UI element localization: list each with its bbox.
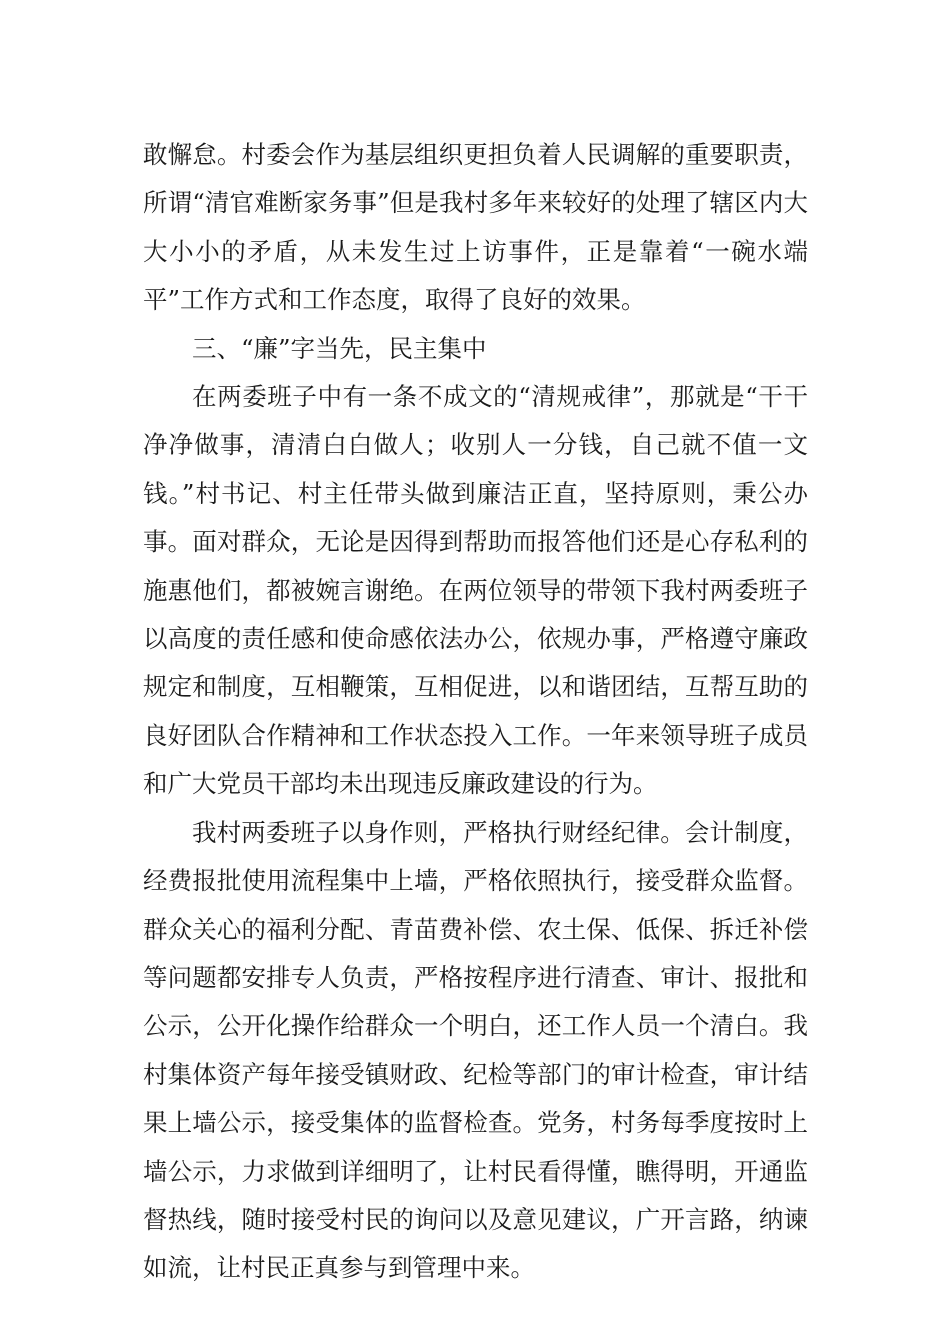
section-heading: 三、“廉”字当先，民主集中 xyxy=(192,333,487,363)
paragraph-integrity: 在两委班子中有一条不成文的“清规戒律”，那就是“干干净净做事，清清白白做人；收别人一分钱，自己就不值一文钱。”村书记、村主任带头做到廉洁正直，坚持原则，秉公办事。面对群众，无论是因得到帮助而报答他们还是心存私利的施惠他们，都被婉言谢绝。在两位领导的带领下我村两委班子以高度的责任感和使命感依法办公，依规办事，严格遵守廉政规定和制度，互相鞭策，互相促进，以和谐团结，互帮互助的良好团队合作精神和工作状态投入工作。一年来领导班子成员和广大党员干部均未出现违反廉政建设的行为。 xyxy=(143,382,808,799)
paragraph-continuation: 敢懈怠。村委会作为基层组织更担负着人民调解的重要职责，所谓“清官难断家务事”但是我村多年来较好的处理了辖区内大大小小的矛盾，从未发生过上访事件，正是靠着“一碗水端平”工作方式和工作态度，取得了良好的效果。 xyxy=(143,140,808,315)
paragraph-finance: 我村两委班子以身作则，严格执行财经纪律。会计制度，经费报批使用流程集中上墙，严格依照执行，接受群众监督。群众关心的福利分配、青苗费补偿、农土保、低保、拆迁补偿等问题都安排专人负责，严格按程序进行清查、审计、报批和公示，公开化操作给群众一个明白，还工作人员一个清白。我村集体资产每年接受镇财政、纪检等部门的审计检查，审计结果上墙公示，接受集体的监督检查。党务，村务每季度按时上墙公示，力求做到详细明了，让村民看得懂，瞧得明，开通监督热线，随时接受村民的询问以及意见建议，广开言路，纳谏如流，让村民正真参与到管理中来。 xyxy=(143,817,808,1283)
document-body xyxy=(143,131,808,1293)
